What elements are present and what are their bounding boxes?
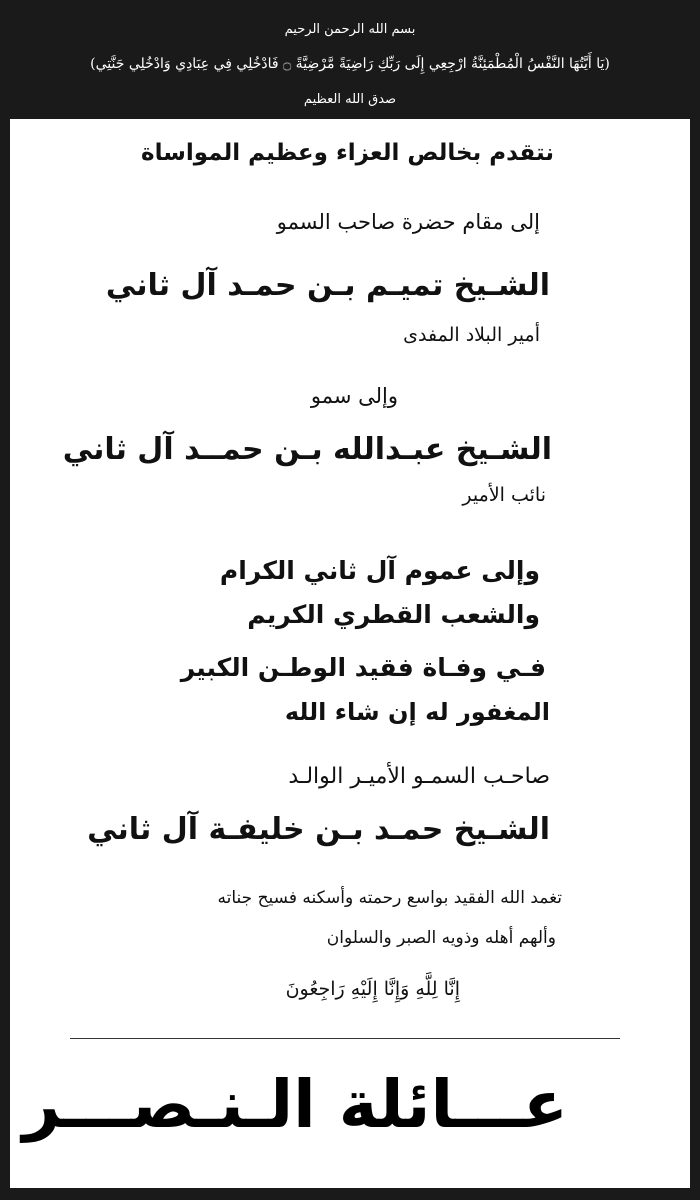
bismillah-text: بسم الله الرحمن الرحيم [284, 22, 416, 37]
addressee-title-1: أمير البلاد المفدى [403, 324, 540, 346]
addressee-name-2: الشـيخ عبـدالله بـن حمــد آل ثاني [62, 432, 552, 467]
prayer-line-1: تغمد الله الفقيد بواسع رحمته وأسكنه فسيح جناته [217, 888, 562, 908]
prayer-line-maghfoor: المغفور له إن شاء الله [284, 698, 550, 726]
inna-lillah-verse: إِنَّا لِلَّهِ وَإِنَّا إِلَيْهِ رَاجِعُونَ [285, 978, 460, 1000]
sadaq-text: صدق الله العظيم [303, 92, 397, 107]
death-announcement-line: فـي وفـاة فقيد الوطـن الكبير [180, 653, 546, 682]
family-name-signature: عـــائلة الـنـصـــر [22, 1066, 568, 1143]
addressee-line-1: إلى مقام حضرة صاحب السمو [276, 210, 540, 234]
deceased-name: الشـيخ حمـد بـن خليفـة آل ثاني [87, 812, 550, 847]
addressee-title-2: نائب الأمير [462, 484, 546, 506]
addressee-line-4: والشعب القطري الكريم [247, 600, 540, 629]
prayer-line-2: وألهم أهله وذويه الصبر والسلوان [326, 928, 556, 948]
addressee-name-1: الشـيخ تميـم بـن حمـد آل ثاني [105, 268, 550, 303]
quran-verse-text: (يَا أَيَّتُهَا النَّفْسُ الْمُطْمَئِنَّةُ ارْجِعِي إِلَى رَبِّكِ رَاضِيَةً مَّرْضِيَّةً ۝ فَادْخُلِي فِي عِبَادِي وَادْخُلِي جَنَّتِي) [90, 56, 610, 72]
addressee-line-2: وإلى سمو [310, 384, 398, 408]
condolence-body [10, 0, 690, 1188]
footer-divider [70, 1038, 620, 1039]
intro-line: نتقدم بخالص العزاء وعظيم المواساة [141, 140, 554, 166]
deceased-title: صاحـب السمـو الأميـر الوالـد [288, 764, 550, 789]
addressee-line-3: وإلى عموم آل ثاني الكرام [219, 556, 540, 585]
